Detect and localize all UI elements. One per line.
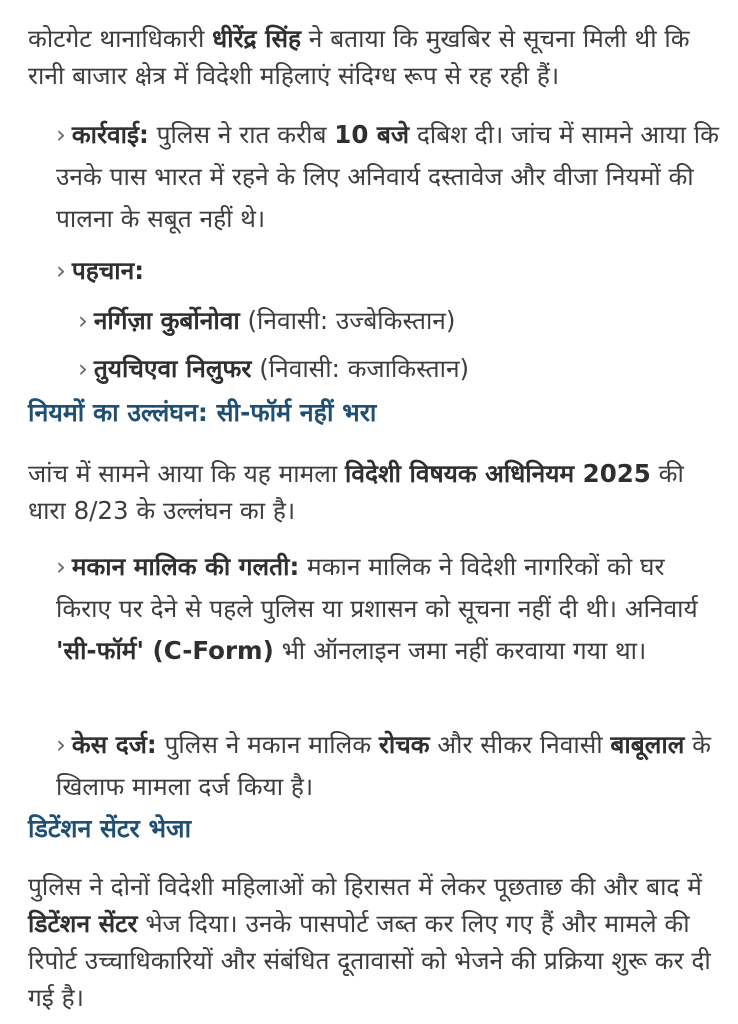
chevron-right-icon: › [78,354,88,383]
identity-label: पहचान: [71,256,145,285]
violation-text-1: जांच में सामने आया कि यह मामला [28,459,345,488]
intro-paragraph [28,20,722,94]
person-1-item [78,300,455,342]
person-2-detail: (निवासी: कजाकिस्तान) [251,354,470,383]
person-2-item [78,348,469,390]
chevron-right-icon: › [56,120,66,149]
action-label: कार्रवाई: [71,120,149,149]
person-2-name: तुयचिएवा निलुफर [93,354,252,383]
chevron-right-icon: › [56,730,66,759]
action-text-1: पुलिस ने रात करीब [148,120,335,149]
detention-center-label: डिटेंशन सेंटर [28,909,138,938]
case-label: केस दर्ज: [71,730,157,759]
violation-paragraph [28,455,722,529]
accused-name: बाबूलाल [610,730,685,759]
act-name: विदेशी विषयक अधिनियम 2025 [344,459,651,488]
violation-text-2: की धारा 8/23 के उल्लंघन का है। [28,459,684,525]
officer-name: धीरेंद्र सिंह [212,24,302,53]
detention-text-2: भेज दिया। उनके पासपोर्ट जब्त कर लिए गए हैं और मामले की रिपोर्ट उच्चाधिकारियों और संबंधित दूतावासों को भेजने की प्रक्रिया शुरू कर दी गई है। [28,909,711,1012]
chevron-right-icon: › [78,306,88,335]
detention-paragraph [28,868,722,1016]
landlord-text-2: भी ऑनलाइन जमा नहीं करवाया गया था। [273,636,647,665]
detention-text-1: पुलिस ने दोनों विदेशी महिलाओं को हिरासत में लेकर पूछताछ की और बाद में [28,872,702,901]
intro-text-2: ने बताया कि मुखबिर से सूचना मिली थी कि रानी बाजार क्षेत्र में विदेशी महिलाएं संदिग्ध रूप से रह रही हैं। [28,24,690,90]
chevron-right-icon: › [56,552,66,581]
landlord-text-1: मकान मालिक ने विदेशी नागरिकों को घर किराए पर देने से पहले पुलिस या प्रशासन को सूचना नहीं दी थी। अनिवार्य [56,552,698,623]
action-time: 10 बजे [334,120,410,149]
action-bullet [56,114,722,240]
identity-bullet [56,250,144,292]
c-form-label: 'सी-फॉर्म' (C-Form) [56,636,274,665]
action-text-2: दबिश दी। जांच में सामने आया कि उनके पास भारत में रहने के लिए अनिवार्य दस्तावेज और वीजा नियमों की पालना के सबूत नहीं थे। [56,120,719,233]
person-1-detail: (निवासी: उज्बेकिस्तान) [239,306,456,335]
landlord-bullet [56,546,722,672]
chevron-right-icon: › [56,256,66,285]
case-bullet [56,724,722,808]
landlord-label: मकान मालिक की गलती: [71,552,300,581]
case-text-3: के खिलाफ मामला दर्ज किया है। [56,730,711,801]
section-heading-violation: नियमों का उल्लंघन: सी-फॉर्म नहीं भरा [28,398,377,427]
intro-text-1: कोटगेट थानाधिकारी [28,24,213,53]
case-text-2: और सीकर निवासी [429,730,611,759]
case-text-1: पुलिस ने मकान मालिक [156,730,379,759]
person-1-name: नर्गिज़ा कुर्बोनोवा [93,306,240,335]
landlord-name: रोचक [378,730,430,759]
section-heading-detention: डिटेंशन सेंटर भेजा [28,814,192,843]
